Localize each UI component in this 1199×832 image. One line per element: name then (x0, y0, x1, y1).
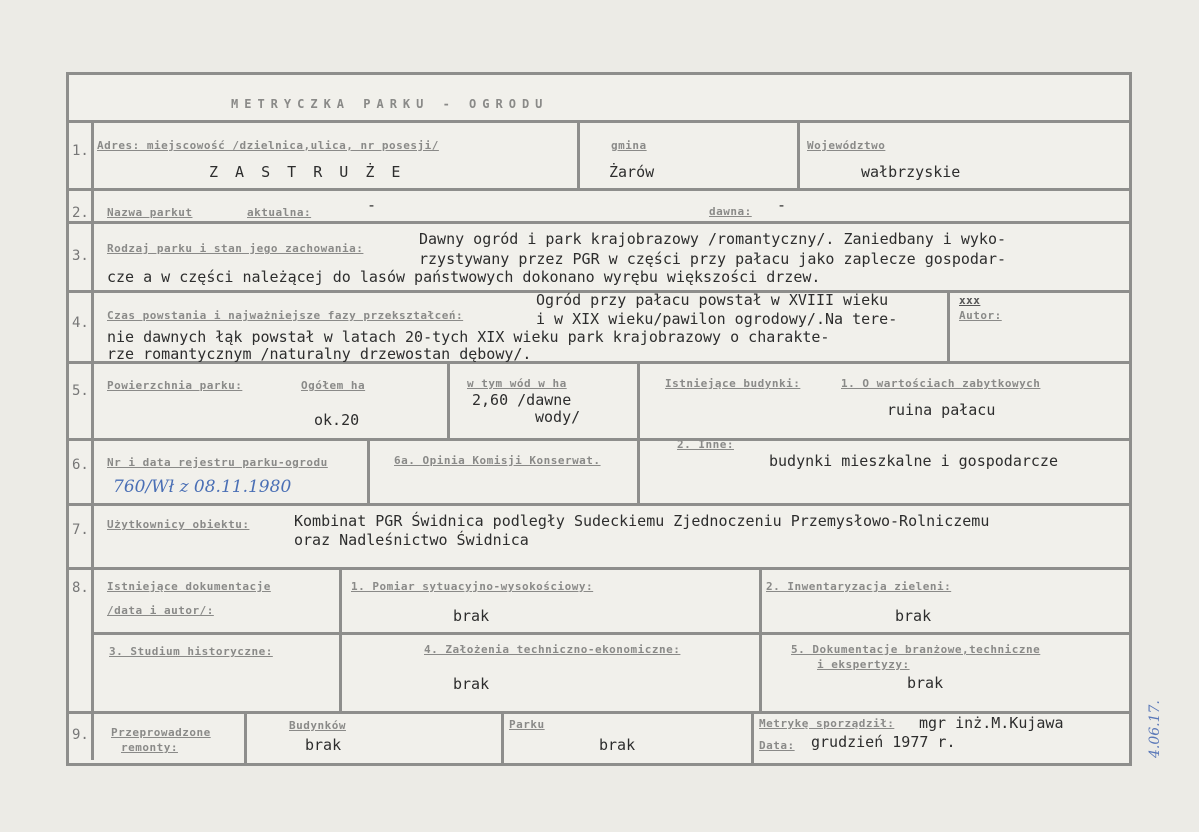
row-number: 2. (72, 205, 89, 221)
park-name-label: Nazwa parkut (107, 206, 193, 219)
divider (91, 120, 94, 760)
divider (797, 120, 800, 188)
form-title: METRYCZKA PARKU - OGRODU (231, 97, 549, 111)
divider (69, 221, 1129, 224)
divider (947, 290, 950, 361)
buildings-repairs-label: Budynków (289, 719, 346, 732)
survey-label: 1. Pomiar sytuacyjno-wysokościowy: (351, 580, 594, 593)
users-line: oraz Nadleśnictwo Świdnica (294, 531, 529, 549)
park-type-line: cze a w części należącej do lasów państwowych dokonano wyrębu większości drzew. (107, 268, 821, 286)
date-label: Data: (759, 739, 795, 752)
divider (91, 632, 1129, 635)
water-area-label: w tym wód w ha (467, 377, 567, 390)
divider (69, 567, 1129, 570)
docs-label: Istniejące dokumentacje (107, 580, 271, 593)
divider (367, 438, 370, 503)
divider (501, 711, 504, 763)
register-label: Nr i data rejestru parku-ogrodu (107, 456, 328, 469)
current-name-value: - (367, 196, 377, 214)
total-area-value: ok.20 (314, 411, 360, 429)
register-value: 760/Wł z 08.11.1980 (113, 477, 292, 497)
voivodeship-label: Województwo (807, 139, 886, 152)
users-line: Kombinat PGR Świdnica podległy Sudeckiemu Zjednoczeniu Przemysłowo-Rolniczemu (294, 512, 990, 530)
divider (69, 503, 1129, 506)
struck-text: xxx (959, 294, 981, 307)
buildings-label: Istniejące budynki: (665, 377, 801, 390)
repairs-label: remonty: (121, 741, 178, 754)
row-number: 8. (72, 580, 89, 596)
historic-buildings-label: 1. O wartościach zabytkowych (841, 377, 1041, 390)
row-number: 4. (72, 315, 89, 331)
current-name-label: aktualna: (247, 206, 312, 219)
side-note: 4.06.17. (1147, 700, 1163, 758)
park-type-line: Dawny ogród i park krajobrazowy /romantyczny/. Zaniedbany i wyko- (419, 230, 1006, 248)
history-line: i w XIX wieku/pawilon ogrodowy/.Na tere- (536, 310, 898, 328)
gmina-label: gmina (611, 139, 647, 152)
prepared-by-value: mgr inż.M.Kujawa (919, 714, 1064, 732)
greenery-inventory-value: brak (895, 607, 932, 625)
area-label: Powierzchnia parku: (107, 379, 243, 392)
users-label: Użytkownicy obiektu: (107, 518, 250, 531)
divider (751, 711, 754, 763)
divider (69, 438, 1129, 441)
row-number: 3. (72, 248, 89, 264)
history-label: Czas powstania i najważniejsze fazy przekształceń: (107, 309, 464, 322)
history-line: Ogród przy pałacu powstał w XVIII wieku (536, 291, 889, 309)
other-buildings-label: 2. Inne: (677, 438, 734, 451)
row-number: 5. (72, 383, 89, 399)
row-number: 9. (72, 727, 89, 743)
total-area-label: Ogółem ha (301, 379, 366, 392)
divider (339, 567, 342, 711)
divider (637, 361, 640, 503)
row-number: 1. (72, 143, 89, 159)
former-name-label: dawna: (709, 205, 752, 218)
form-card (66, 72, 1132, 766)
survey-value: brak (453, 607, 490, 625)
historic-buildings-value: ruina pałacu (887, 401, 996, 419)
divider (244, 711, 247, 763)
park-repairs-label: Parku (509, 718, 545, 731)
water-area-value: 2,60 /dawne (472, 391, 572, 409)
address-label: Adres: miejscowość /dzielnica,ulica, nr posesji/ (97, 139, 439, 152)
divider (759, 567, 762, 711)
tech-economic-label: 4. Założenia techniczno-ekonomiczne: (424, 643, 681, 656)
conservator-opinion-label: 6a. Opinia Komisji Konserwat. (394, 454, 601, 467)
docs-label: /data i autor/: (107, 604, 214, 617)
prepared-by-label: Metrykę sporządził: (759, 717, 895, 730)
divider (69, 188, 1129, 191)
divider (447, 361, 450, 438)
greenery-inventory-label: 2. Inwentaryzacja zieleni: (766, 580, 952, 593)
branch-docs-value: brak (907, 674, 944, 692)
park-type-line: rzystywany przez PGR w części przy pałacu jako zaplecze gospodar- (419, 250, 1006, 268)
gmina-value: Żarów (609, 163, 655, 181)
branch-docs-label: i ekspertyzy: (817, 658, 910, 671)
park-type-label: Rodzaj parku i stan jego zachowania: (107, 242, 364, 255)
history-line: nie dawnych łąk powstał w latach 20-tych XIX wieku park krajobrazowy o charakte- (107, 328, 830, 346)
buildings-repairs-value: brak (305, 736, 342, 754)
water-area-value: wody/ (535, 408, 581, 426)
voivodeship-value: wałbrzyskie (861, 163, 961, 181)
former-name-value: - (777, 196, 787, 214)
repairs-label: Przeprowadzone (111, 726, 211, 739)
historical-study-label: 3. Studium historyczne: (109, 645, 273, 658)
divider (577, 120, 580, 188)
row-number: 7. (72, 522, 89, 538)
date-value: grudzień 1977 r. (811, 733, 956, 751)
author-label: Autor: (959, 309, 1002, 322)
history-line: rze romantycznym /naturalny drzewostan dębowy/. (107, 345, 532, 363)
address-value: Z A S T R U Ż E (209, 163, 405, 181)
divider (69, 120, 1129, 123)
tech-economic-value: brak (453, 675, 490, 693)
park-repairs-value: brak (599, 736, 636, 754)
row-number: 6. (72, 457, 89, 473)
other-buildings-value: budynki mieszkalne i gospodarcze (769, 452, 1058, 470)
branch-docs-label: 5. Dokumentacje branżowe,techniczne (791, 643, 1041, 656)
